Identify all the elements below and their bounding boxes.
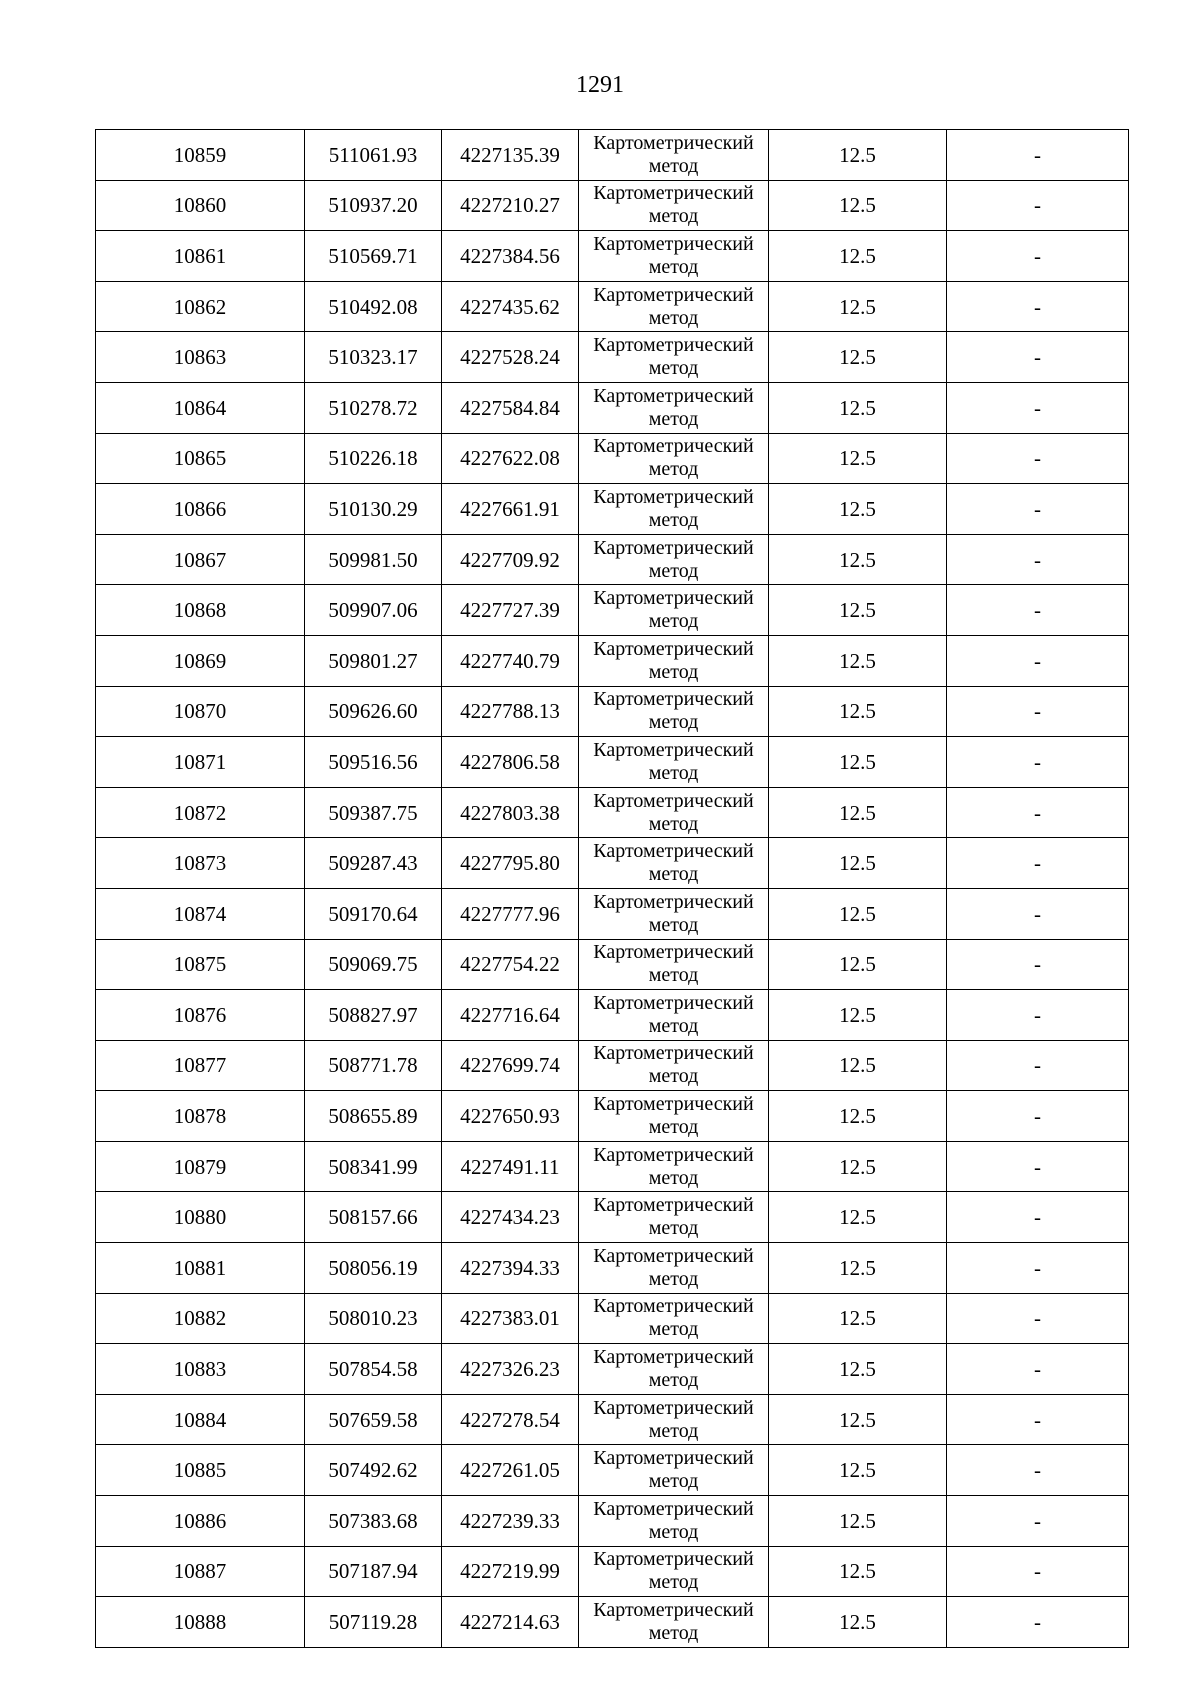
table-row (96, 1293, 1129, 1344)
y-coordinate-cell: 4227699.74 (442, 1040, 579, 1091)
table-row (96, 433, 1129, 484)
method-label-line2: метод (648, 610, 699, 633)
point-id-cell: 10882 (96, 1293, 305, 1344)
table-row (96, 737, 1129, 788)
note-cell: - (947, 585, 1129, 636)
point-id-cell: 10881 (96, 1243, 305, 1294)
point-id-cell: 10873 (96, 838, 305, 889)
x-coordinate-cell: 508157.66 (305, 1192, 442, 1243)
method-cell (579, 787, 769, 838)
x-coordinate-cell: 510937.20 (305, 180, 442, 231)
point-id-cell: 10865 (96, 433, 305, 484)
point-id-cell: 10867 (96, 534, 305, 585)
accuracy-cell: 12.5 (769, 1091, 947, 1142)
method-label-line2: метод (648, 357, 699, 380)
point-id-cell: 10859 (96, 130, 305, 181)
table-row (96, 585, 1129, 636)
point-id-cell: 10876 (96, 990, 305, 1041)
y-coordinate-cell: 4227777.96 (442, 888, 579, 939)
accuracy-cell: 12.5 (769, 1445, 947, 1496)
accuracy-cell: 12.5 (769, 332, 947, 383)
y-coordinate-cell: 4227661.91 (442, 484, 579, 535)
point-id-cell: 10887 (96, 1546, 305, 1597)
method-cell (579, 534, 769, 585)
method-label-line1: Картометрический (593, 1295, 754, 1318)
method-cell (579, 130, 769, 181)
method-label-line2: метод (648, 761, 699, 784)
table-row (96, 686, 1129, 737)
page-number: 1291 (576, 72, 624, 98)
x-coordinate-cell: 509907.06 (305, 585, 442, 636)
method-label-line2: метод (648, 1166, 699, 1189)
method-label-line1: Картометрический (593, 435, 754, 458)
table-row (96, 332, 1129, 383)
method-cell (579, 382, 769, 433)
x-coordinate-cell: 510226.18 (305, 433, 442, 484)
method-cell (579, 180, 769, 231)
note-cell: - (947, 787, 1129, 838)
x-coordinate-cell: 510278.72 (305, 382, 442, 433)
x-coordinate-cell: 508655.89 (305, 1091, 442, 1142)
table-row (96, 484, 1129, 535)
method-label-line2: метод (648, 306, 699, 329)
method-cell (579, 1293, 769, 1344)
y-coordinate-cell: 4227709.92 (442, 534, 579, 585)
accuracy-cell: 12.5 (769, 534, 947, 585)
accuracy-cell: 12.5 (769, 888, 947, 939)
table-row (96, 1344, 1129, 1395)
method-label-line2: метод (648, 1065, 699, 1088)
accuracy-cell: 12.5 (769, 1344, 947, 1395)
x-coordinate-cell: 508771.78 (305, 1040, 442, 1091)
coordinates-table-body (96, 130, 1129, 1648)
note-cell: - (947, 433, 1129, 484)
x-coordinate-cell: 507659.58 (305, 1394, 442, 1445)
method-cell (579, 1394, 769, 1445)
x-coordinate-cell: 509069.75 (305, 939, 442, 990)
table-row (96, 1597, 1129, 1648)
method-label-line2: метод (648, 205, 699, 228)
method-label-line1: Картометрический (593, 1447, 754, 1470)
note-cell: - (947, 737, 1129, 788)
y-coordinate-cell: 4227214.63 (442, 1597, 579, 1648)
x-coordinate-cell: 509387.75 (305, 787, 442, 838)
method-label-line1: Картометрический (593, 637, 754, 660)
method-label-line2: метод (648, 559, 699, 582)
accuracy-cell: 12.5 (769, 1597, 947, 1648)
method-cell (579, 1243, 769, 1294)
note-cell: - (947, 838, 1129, 889)
method-cell (579, 939, 769, 990)
note-cell: - (947, 1091, 1129, 1142)
table-row (96, 1546, 1129, 1597)
y-coordinate-cell: 4227210.27 (442, 180, 579, 231)
x-coordinate-cell: 508010.23 (305, 1293, 442, 1344)
method-label-line1: Картометрический (593, 890, 754, 913)
method-label-line1: Картометрический (593, 283, 754, 306)
x-coordinate-cell: 508341.99 (305, 1141, 442, 1192)
y-coordinate-cell: 4227584.84 (442, 382, 579, 433)
point-id-cell: 10870 (96, 686, 305, 737)
note-cell: - (947, 1243, 1129, 1294)
x-coordinate-cell: 507854.58 (305, 1344, 442, 1395)
accuracy-cell: 12.5 (769, 1243, 947, 1294)
method-label-line2: метод (648, 1622, 699, 1645)
y-coordinate-cell: 4227434.23 (442, 1192, 579, 1243)
table-row (96, 1243, 1129, 1294)
method-label-line2: метод (648, 913, 699, 936)
x-coordinate-cell: 510492.08 (305, 281, 442, 332)
table-row (96, 1141, 1129, 1192)
method-label-line2: метод (648, 1116, 699, 1139)
method-label-line2: метод (648, 1318, 699, 1341)
x-coordinate-cell: 509801.27 (305, 635, 442, 686)
accuracy-cell: 12.5 (769, 939, 947, 990)
note-cell: - (947, 1597, 1129, 1648)
y-coordinate-cell: 4227806.58 (442, 737, 579, 788)
accuracy-cell: 12.5 (769, 635, 947, 686)
method-label-line1: Картометрический (593, 1244, 754, 1267)
method-cell (579, 635, 769, 686)
method-cell (579, 1445, 769, 1496)
method-cell (579, 332, 769, 383)
x-coordinate-cell: 507187.94 (305, 1546, 442, 1597)
x-coordinate-cell: 510569.71 (305, 231, 442, 282)
method-label-line2: метод (648, 1470, 699, 1493)
note-cell: - (947, 686, 1129, 737)
method-label-line2: метод (648, 964, 699, 987)
method-label-line2: метод (648, 660, 699, 683)
note-cell: - (947, 1141, 1129, 1192)
table-row (96, 990, 1129, 1041)
x-coordinate-cell: 510130.29 (305, 484, 442, 535)
method-label-line1: Картометрический (593, 789, 754, 812)
method-label-line2: метод (648, 1369, 699, 1392)
point-id-cell: 10884 (96, 1394, 305, 1445)
note-cell: - (947, 130, 1129, 181)
x-coordinate-cell: 507119.28 (305, 1597, 442, 1648)
method-label-line1: Картометрический (593, 485, 754, 508)
method-cell (579, 990, 769, 1041)
method-cell (579, 1496, 769, 1547)
method-label-line1: Картометрический (593, 941, 754, 964)
x-coordinate-cell: 509170.64 (305, 888, 442, 939)
table-row (96, 838, 1129, 889)
point-id-cell: 10863 (96, 332, 305, 383)
method-label-line2: метод (648, 711, 699, 734)
table-row (96, 382, 1129, 433)
accuracy-cell: 12.5 (769, 1192, 947, 1243)
method-label-line1: Картометрический (593, 738, 754, 761)
x-coordinate-cell: 508827.97 (305, 990, 442, 1041)
accuracy-cell: 12.5 (769, 737, 947, 788)
method-cell (579, 1546, 769, 1597)
method-cell (579, 484, 769, 535)
note-cell: - (947, 1293, 1129, 1344)
method-label-line2: метод (648, 508, 699, 531)
note-cell: - (947, 1192, 1129, 1243)
point-id-cell: 10860 (96, 180, 305, 231)
method-label-line1: Картометрический (593, 536, 754, 559)
method-cell (579, 231, 769, 282)
y-coordinate-cell: 4227650.93 (442, 1091, 579, 1142)
method-label-line1: Картометрический (593, 1346, 754, 1369)
table-row (96, 231, 1129, 282)
note-cell: - (947, 281, 1129, 332)
y-coordinate-cell: 4227740.79 (442, 635, 579, 686)
method-label-line1: Картометрический (593, 1396, 754, 1419)
note-cell: - (947, 231, 1129, 282)
method-cell (579, 1040, 769, 1091)
accuracy-cell: 12.5 (769, 990, 947, 1041)
y-coordinate-cell: 4227788.13 (442, 686, 579, 737)
point-id-cell: 10883 (96, 1344, 305, 1395)
y-coordinate-cell: 4227278.54 (442, 1394, 579, 1445)
method-cell (579, 1192, 769, 1243)
y-coordinate-cell: 4227795.80 (442, 838, 579, 889)
method-label-line2: метод (648, 1267, 699, 1290)
y-coordinate-cell: 4227435.62 (442, 281, 579, 332)
y-coordinate-cell: 4227219.99 (442, 1546, 579, 1597)
table-row (96, 635, 1129, 686)
method-label-line1: Картометрический (593, 232, 754, 255)
accuracy-cell: 12.5 (769, 1141, 947, 1192)
table-row (96, 180, 1129, 231)
note-cell: - (947, 1445, 1129, 1496)
point-id-cell: 10879 (96, 1141, 305, 1192)
y-coordinate-cell: 4227491.11 (442, 1141, 579, 1192)
method-label-line1: Картометрический (593, 1599, 754, 1622)
method-label-line2: метод (648, 1419, 699, 1442)
method-cell (579, 838, 769, 889)
method-cell (579, 585, 769, 636)
note-cell: - (947, 180, 1129, 231)
method-label-line1: Картометрический (593, 182, 754, 205)
x-coordinate-cell: 509516.56 (305, 737, 442, 788)
accuracy-cell: 12.5 (769, 838, 947, 889)
y-coordinate-cell: 4227326.23 (442, 1344, 579, 1395)
accuracy-cell: 12.5 (769, 686, 947, 737)
table-row (96, 1040, 1129, 1091)
point-id-cell: 10862 (96, 281, 305, 332)
point-id-cell: 10878 (96, 1091, 305, 1142)
note-cell: - (947, 1344, 1129, 1395)
method-label-line1: Картометрический (593, 840, 754, 863)
method-label-line2: метод (648, 458, 699, 481)
accuracy-cell: 12.5 (769, 585, 947, 636)
point-id-cell: 10872 (96, 787, 305, 838)
point-id-cell: 10877 (96, 1040, 305, 1091)
table-row (96, 1496, 1129, 1547)
point-id-cell: 10861 (96, 231, 305, 282)
accuracy-cell: 12.5 (769, 433, 947, 484)
x-coordinate-cell: 510323.17 (305, 332, 442, 383)
method-label-line1: Картометрический (593, 384, 754, 407)
note-cell: - (947, 484, 1129, 535)
accuracy-cell: 12.5 (769, 130, 947, 181)
accuracy-cell: 12.5 (769, 1546, 947, 1597)
table-row (96, 1394, 1129, 1445)
y-coordinate-cell: 4227528.24 (442, 332, 579, 383)
note-cell: - (947, 888, 1129, 939)
y-coordinate-cell: 4227383.01 (442, 1293, 579, 1344)
method-label-line2: метод (648, 863, 699, 886)
coordinates-table (95, 129, 1129, 1648)
y-coordinate-cell: 4227622.08 (442, 433, 579, 484)
method-label-line1: Картометрический (593, 688, 754, 711)
note-cell: - (947, 1040, 1129, 1091)
method-label-line1: Картометрический (593, 1143, 754, 1166)
note-cell: - (947, 534, 1129, 585)
method-label-line1: Картометрический (593, 1042, 754, 1065)
method-label-line1: Картометрический (593, 1548, 754, 1571)
point-id-cell: 10868 (96, 585, 305, 636)
method-label-line1: Картометрический (593, 587, 754, 610)
table-row (96, 1445, 1129, 1496)
table-row (96, 281, 1129, 332)
point-id-cell: 10885 (96, 1445, 305, 1496)
x-coordinate-cell: 509287.43 (305, 838, 442, 889)
y-coordinate-cell: 4227727.39 (442, 585, 579, 636)
point-id-cell: 10880 (96, 1192, 305, 1243)
note-cell: - (947, 332, 1129, 383)
y-coordinate-cell: 4227239.33 (442, 1496, 579, 1547)
method-cell (579, 1141, 769, 1192)
method-cell (579, 686, 769, 737)
y-coordinate-cell: 4227384.56 (442, 231, 579, 282)
table-row (96, 130, 1129, 181)
method-label-line1: Картометрический (593, 1497, 754, 1520)
method-label-line1: Картометрический (593, 991, 754, 1014)
accuracy-cell: 12.5 (769, 1293, 947, 1344)
y-coordinate-cell: 4227716.64 (442, 990, 579, 1041)
table-row (96, 939, 1129, 990)
y-coordinate-cell: 4227803.38 (442, 787, 579, 838)
method-label-line2: метод (648, 1014, 699, 1037)
accuracy-cell: 12.5 (769, 382, 947, 433)
point-id-cell: 10869 (96, 635, 305, 686)
method-label-line2: метод (648, 812, 699, 835)
accuracy-cell: 12.5 (769, 1394, 947, 1445)
method-cell (579, 1597, 769, 1648)
note-cell: - (947, 1496, 1129, 1547)
method-label-line1: Картометрический (593, 1093, 754, 1116)
point-id-cell: 10871 (96, 737, 305, 788)
point-id-cell: 10866 (96, 484, 305, 535)
y-coordinate-cell: 4227754.22 (442, 939, 579, 990)
point-id-cell: 10875 (96, 939, 305, 990)
method-cell (579, 1344, 769, 1395)
method-cell (579, 737, 769, 788)
x-coordinate-cell: 509626.60 (305, 686, 442, 737)
point-id-cell: 10874 (96, 888, 305, 939)
method-label-line2: метод (648, 1571, 699, 1594)
y-coordinate-cell: 4227261.05 (442, 1445, 579, 1496)
x-coordinate-cell: 507383.68 (305, 1496, 442, 1547)
table-row (96, 888, 1129, 939)
point-id-cell: 10886 (96, 1496, 305, 1547)
note-cell: - (947, 1546, 1129, 1597)
note-cell: - (947, 635, 1129, 686)
note-cell: - (947, 382, 1129, 433)
method-label-line2: метод (648, 407, 699, 430)
y-coordinate-cell: 4227394.33 (442, 1243, 579, 1294)
accuracy-cell: 12.5 (769, 1040, 947, 1091)
note-cell: - (947, 939, 1129, 990)
method-label-line2: метод (648, 255, 699, 278)
point-id-cell: 10888 (96, 1597, 305, 1648)
x-coordinate-cell: 511061.93 (305, 130, 442, 181)
x-coordinate-cell: 508056.19 (305, 1243, 442, 1294)
accuracy-cell: 12.5 (769, 787, 947, 838)
table-row (96, 534, 1129, 585)
accuracy-cell: 12.5 (769, 281, 947, 332)
table-row (96, 1192, 1129, 1243)
accuracy-cell: 12.5 (769, 484, 947, 535)
point-id-cell: 10864 (96, 382, 305, 433)
method-cell (579, 888, 769, 939)
accuracy-cell: 12.5 (769, 1496, 947, 1547)
method-label-line1: Картометрический (593, 1194, 754, 1217)
accuracy-cell: 12.5 (769, 180, 947, 231)
table-row (96, 1091, 1129, 1142)
method-label-line1: Картометрический (593, 334, 754, 357)
accuracy-cell: 12.5 (769, 231, 947, 282)
x-coordinate-cell: 507492.62 (305, 1445, 442, 1496)
method-cell (579, 281, 769, 332)
y-coordinate-cell: 4227135.39 (442, 130, 579, 181)
table-row (96, 787, 1129, 838)
method-label-line1: Картометрический (593, 131, 754, 154)
method-label-line2: метод (648, 154, 699, 177)
method-cell (579, 1091, 769, 1142)
x-coordinate-cell: 509981.50 (305, 534, 442, 585)
method-cell (579, 433, 769, 484)
note-cell: - (947, 1394, 1129, 1445)
method-label-line2: метод (648, 1217, 699, 1240)
method-label-line2: метод (648, 1520, 699, 1543)
note-cell: - (947, 990, 1129, 1041)
